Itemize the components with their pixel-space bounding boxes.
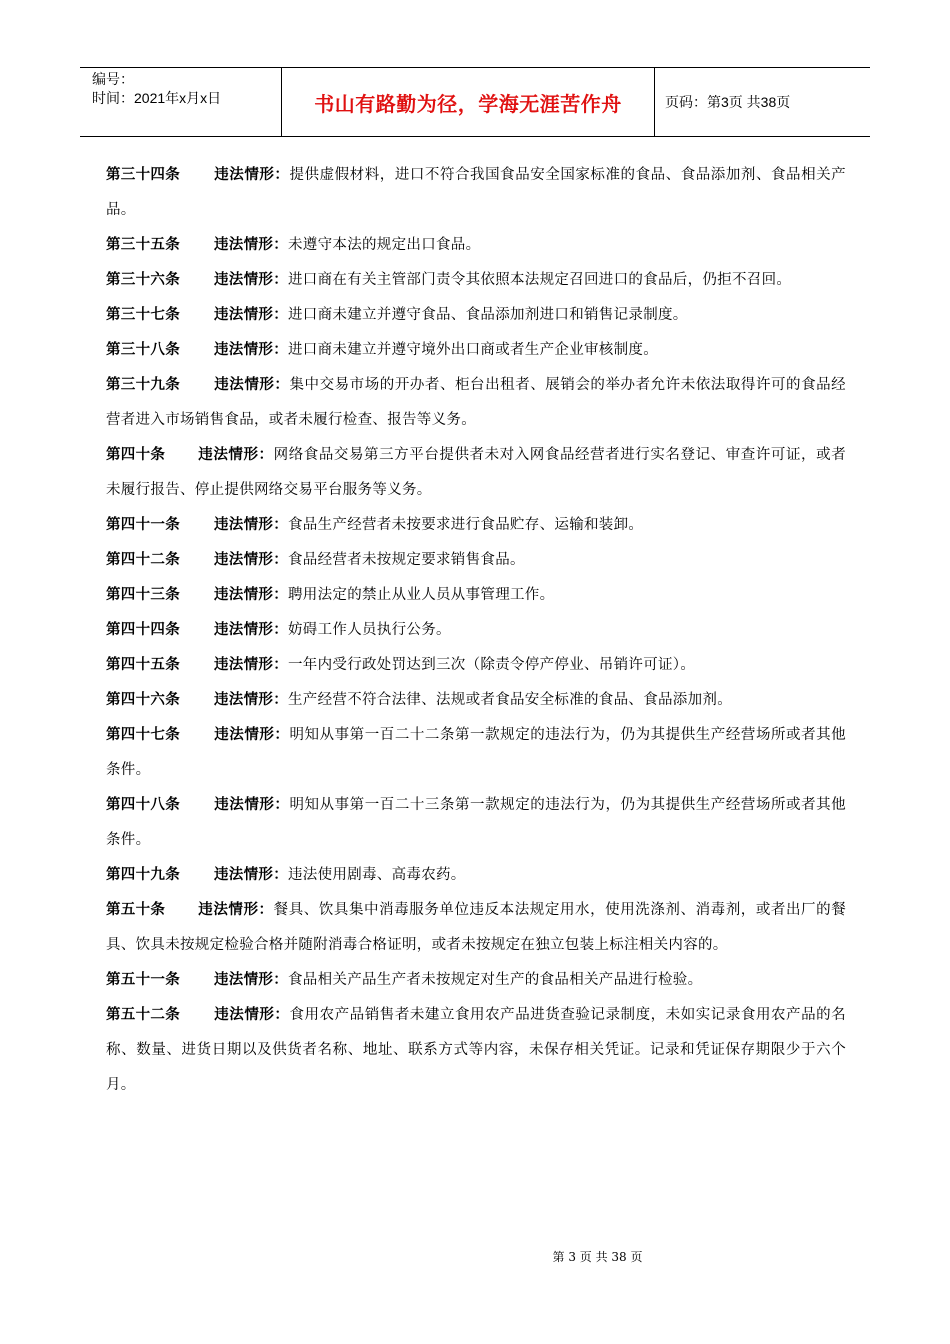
- article-text: 食品经营者未按规定要求销售食品。: [288, 552, 525, 568]
- article-text: 提供虚假材料，进口不符合我国食品安全国家标准的食品、食品添加剂、食品相关产品。: [106, 167, 846, 218]
- article-number: 第三十八条: [106, 342, 180, 358]
- article-text: 餐具、饮具集中消毒服务单位违反本法规定用水，使用洗涤剂、消毒剂，或者出厂的餐具、饮具未按规定检验合格并随附消毒合格证明，或者未按规定在独立包装上标注相关内容的。: [106, 902, 846, 953]
- header-left-cell: [80, 68, 281, 138]
- article-item: [106, 613, 846, 648]
- violation-label: 违法情形：: [214, 797, 290, 813]
- article-number: 第四十七条: [106, 727, 180, 743]
- article-text: 食品生产经营者未按要求进行食品贮存、运输和装卸。: [288, 517, 644, 533]
- violation-label: 违法情形：: [214, 727, 290, 743]
- article-item: [106, 963, 846, 998]
- article-text: 网络食品交易第三方平台提供者未对入网食品经营者进行实名登记、审查许可证，或者未履行报告、停止提供网络交易平台服务等义务。: [106, 447, 846, 498]
- page-header: [80, 67, 870, 137]
- article-text: 进口商在有关主管部门责令其依照本法规定召回进口的食品后，仍拒不召回。: [288, 272, 792, 288]
- article-text: 食品相关产品生产者未按规定对生产的食品相关产品进行检验。: [288, 972, 703, 988]
- violation-label: 违法情形：: [214, 587, 288, 603]
- violation-label: 违法情形：: [214, 237, 288, 253]
- violation-label: 违法情形：: [214, 657, 288, 673]
- header-motto-cell: [281, 68, 655, 136]
- article-item: [106, 158, 846, 228]
- article-item: [106, 718, 846, 788]
- header-page-cell: [655, 68, 880, 136]
- code-label: 编号：: [92, 71, 134, 87]
- page-info: 页码：第3页 共38页: [665, 94, 791, 110]
- motto: 书山有路勤为径，学海无涯苦作舟: [314, 91, 622, 116]
- article-text: 明知从事第一百二十三条第一款规定的违法行为，仍为其提供生产经营场所或者其他条件。: [106, 797, 846, 848]
- article-number: 第四十五条: [106, 657, 180, 673]
- article-text: 生产经营不符合法律、法规或者食品安全标准的食品、食品添加剂。: [288, 692, 732, 708]
- article-text: 进口商未建立并遵守食品、食品添加剂进口和销售记录制度。: [288, 307, 688, 323]
- time-label: 时间：2021年x月x日: [92, 90, 222, 106]
- article-item: [106, 858, 846, 893]
- violation-label: 违法情形：: [214, 1007, 290, 1023]
- article-item: [106, 543, 846, 578]
- page-footer: 第 3 页 共 38 页: [552, 1250, 643, 1264]
- article-text: 一年内受行政处罚达到三次（除责令停产停业、吊销许可证）。: [288, 657, 696, 673]
- article-number: 第五十二条: [106, 1007, 180, 1023]
- article-item: [106, 893, 846, 963]
- article-item: [106, 683, 846, 718]
- article-text: 未遵守本法的规定出口食品。: [288, 237, 481, 253]
- article-number: 第四十条: [106, 447, 166, 463]
- article-text: 妨碍工作人员执行公务。: [288, 622, 451, 638]
- article-number: 第五十条: [106, 902, 166, 918]
- article-item: [106, 438, 846, 508]
- violation-label: 违法情形：: [198, 447, 274, 463]
- article-number: 第三十六条: [106, 272, 180, 288]
- article-text: 聘用法定的禁止从业人员从事管理工作。: [288, 587, 555, 603]
- article-number: 第三十九条: [106, 377, 180, 393]
- article-item: [106, 298, 846, 333]
- violation-label: 违法情形：: [214, 517, 288, 533]
- article-text: 集中交易市场的开办者、柜台出租者、展销会的举办者允许未依法取得许可的食品经营者进入市场销售食品，或者未履行检查、报告等义务。: [106, 377, 846, 428]
- article-number: 第四十四条: [106, 622, 180, 638]
- article-number: 第三十七条: [106, 307, 180, 323]
- article-list: [106, 158, 846, 1103]
- article-number: 第四十三条: [106, 587, 180, 603]
- violation-label: 违法情形：: [214, 377, 290, 393]
- article-number: 第三十四条: [106, 167, 180, 183]
- violation-label: 违法情形：: [214, 307, 288, 323]
- article-item: [106, 788, 846, 858]
- article-text: 进口商未建立并遵守境外出口商或者生产企业审核制度。: [288, 342, 658, 358]
- article-item: [106, 333, 846, 368]
- article-number: 第四十六条: [106, 692, 180, 708]
- article-number: 第四十一条: [106, 517, 180, 533]
- article-number: 第四十八条: [106, 797, 180, 813]
- article-number: 第四十九条: [106, 867, 180, 883]
- violation-label: 违法情形：: [214, 342, 288, 358]
- violation-label: 违法情形：: [214, 272, 288, 288]
- article-item: [106, 578, 846, 613]
- article-text: 食用农产品销售者未建立食用农产品进货查验记录制度，未如实记录食用农产品的名称、数量、进货日期以及供货者名称、地址、联系方式等内容，未保存相关凭证。记录和凭证保存期限少于六个月。: [106, 1007, 846, 1093]
- violation-label: 违法情形：: [214, 622, 288, 638]
- article-item: [106, 648, 846, 683]
- violation-label: 违法情形：: [198, 902, 274, 918]
- violation-label: 违法情形：: [214, 552, 288, 568]
- article-text: 明知从事第一百二十二条第一款规定的违法行为，仍为其提供生产经营场所或者其他条件。: [106, 727, 846, 778]
- article-number: 第四十二条: [106, 552, 180, 568]
- article-item: [106, 228, 846, 263]
- violation-label: 违法情形：: [214, 867, 288, 883]
- violation-label: 违法情形：: [214, 692, 288, 708]
- article-item: [106, 998, 846, 1103]
- article-item: [106, 263, 846, 298]
- violation-label: 违法情形：: [214, 972, 288, 988]
- article-number: 第三十五条: [106, 237, 180, 253]
- article-item: [106, 368, 846, 438]
- article-item: [106, 508, 846, 543]
- violation-label: 违法情形：: [214, 167, 290, 183]
- article-text: 违法使用剧毒、高毒农药。: [288, 867, 466, 883]
- article-number: 第五十一条: [106, 972, 180, 988]
